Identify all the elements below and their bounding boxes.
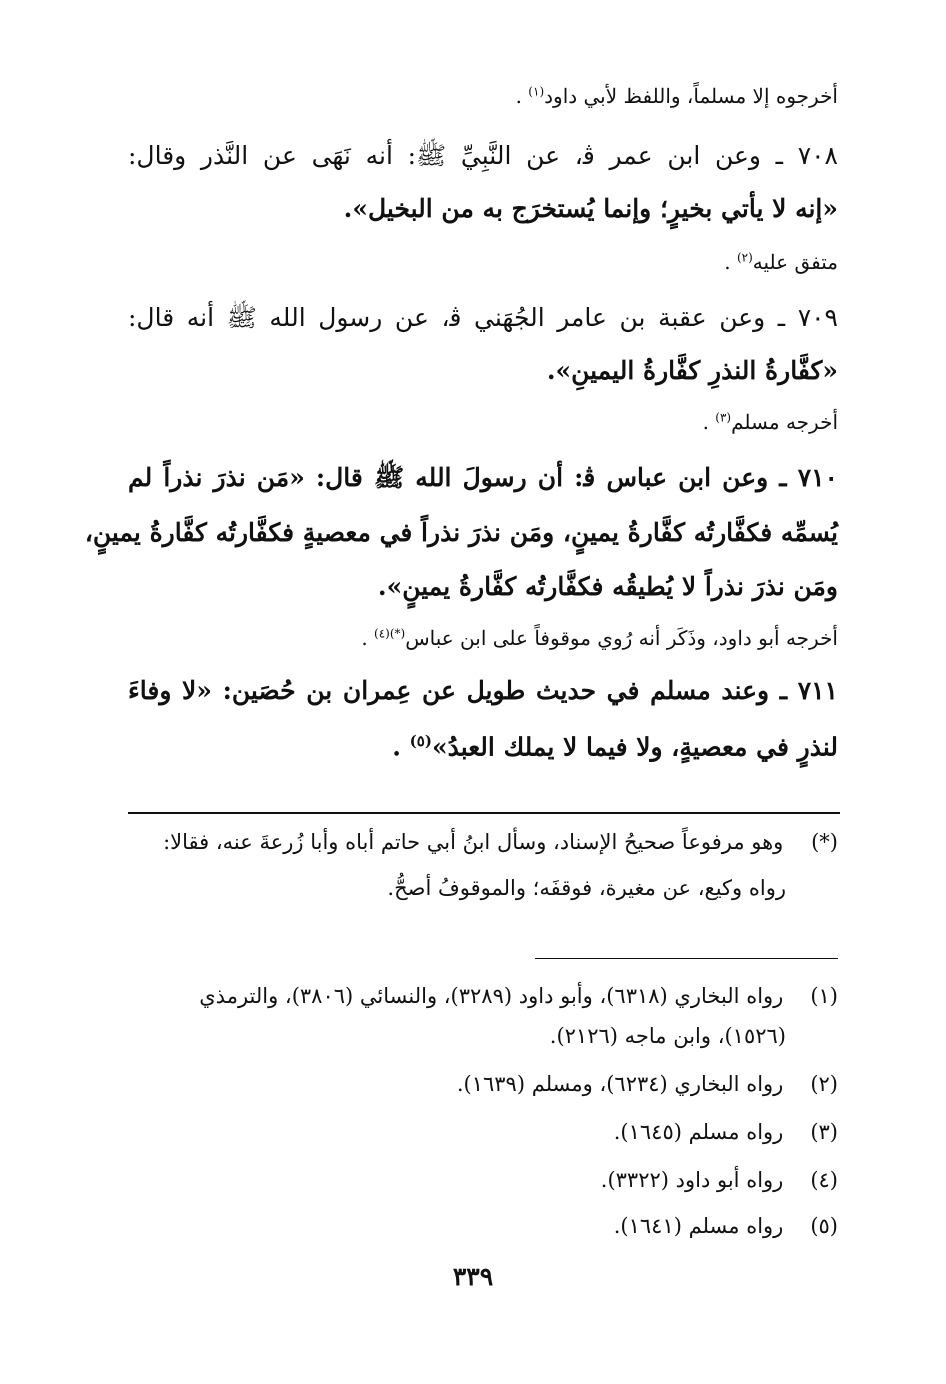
source-line-1: أخرجوه إلا مسلماً، واللفظ لأبي داود$^{(١)}$ .	[515, 84, 838, 108]
hadith-708-line-1: ٧٠٨ ـ وعن ابن عمر ﭬ، عن النَّبِيِّ ﷺ: أنه نَهَى عن النَّذر وقال:	[128, 141, 838, 170]
source-line-4: أخرجه أبو داود، وذَكَر أنه رُوي موقوفاً على ابن عباس$^{(*)(٤)}$ .	[361, 626, 838, 650]
footnote-2: (٢) رواه البخاري (٦٢٣٤)، ومسلم (١٦٣٩).	[456, 1072, 838, 1096]
hadith-710-line-1: ٧١٠ ـ وعن ابن عباس ﭬ: أن رسولَ الله ﷺ قال: «مَن نذرَ نذراً لم	[128, 463, 838, 492]
hadith-709-line-1: ٧٠٩ ـ وعن عقبة بن عامر الجُهَني ﭬ، عن رسول الله ﷺ أنه قال:	[128, 303, 838, 332]
source-line-2: متفق عليه$^{(٢)}$ .	[724, 250, 838, 274]
footnote-1-line-2: (١٥٢٦)، وابن ماجه (٢١٢٦).	[549, 1024, 786, 1048]
hadith-709-line-2: «كفَّارةُ النذرِ كفَّارةُ اليمينِ».	[546, 356, 838, 385]
star-note-line-2: رواه وكيع، عن مغيرة، فوقفَه؛ والموقوفُ أصحُّ.	[387, 876, 786, 900]
hadith-708-line-2: «إنه لا يأتي بخيرٍ؛ وإنما يُستخرَج به من البخيل».	[343, 194, 838, 223]
hadith-710-line-3: ومَن نذرَ نذراً لا يُطيقُه فكفَّارتُه كفَّارةُ يمينٍ».	[377, 572, 838, 601]
notes-divider	[128, 812, 840, 814]
star-note-line-1: (*) وهو مرفوعاً صحيحُ الإسناد، وسأل ابنُ أبي حاتم أباه وأبا زُرعةَ عنه، فقالا:	[163, 830, 838, 854]
footnote-3: (٣) رواه مسلم (١٦٤٥).	[613, 1120, 838, 1144]
hadith-710-line-2: يُسمِّه فكفَّارتُه كفَّارةُ يمينٍ، ومَن نذرَ نذراً في معصيةٍ فكفَّارتُه كفَّارةُ يمينٍ،	[84, 518, 838, 547]
source-line-3: أخرجه مسلم$^{(٣)}$ .	[702, 410, 838, 434]
footnote-4: (٤) رواه أبو داود (٣٣٢٢).	[600, 1168, 838, 1192]
hadith-711-line-1: ٧١١ ـ وعند مسلم في حديث طويل عن عِمران بن حُصَين: «لا وفاءَ	[128, 676, 838, 705]
footnote-1-line-1: (١) رواه البخاري (٦٣١٨)، وأبو داود (٣٢٨٩)، والنسائي (٣٨٠٦)، والترمذي	[199, 984, 838, 1008]
footnote-5: (٥) رواه مسلم (١٦٤١).	[613, 1214, 838, 1238]
hadith-711-line-2: لنذرٍ في معصيةٍ، ولا فيما لا يملك العبدُ»$^{(٥)}$ .	[392, 732, 838, 762]
footnotes-divider	[535, 958, 838, 959]
page-number: ٣٣٩	[452, 1262, 494, 1291]
